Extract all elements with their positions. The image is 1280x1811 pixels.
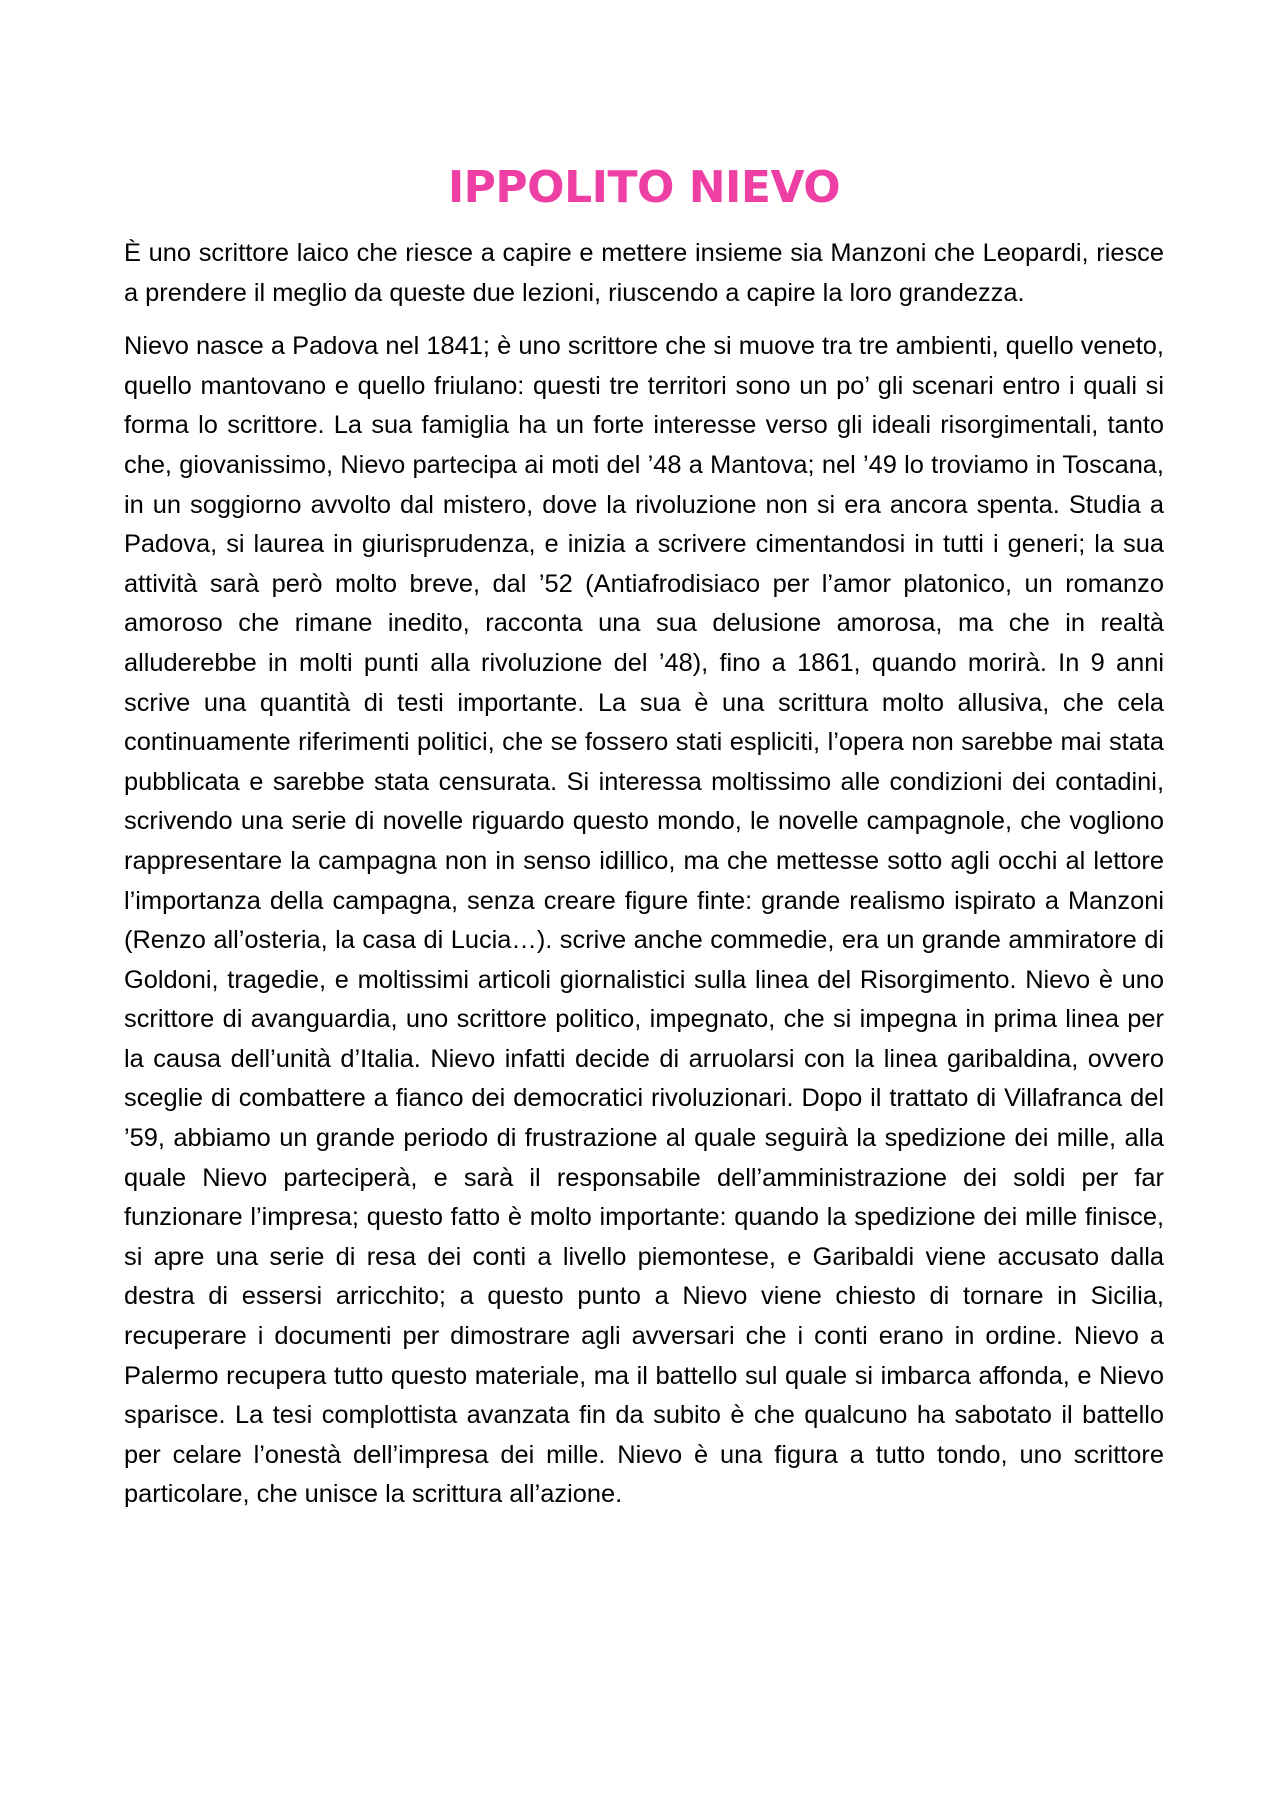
intro-paragraph: È uno scrittore laico che riesce a capire e mettere insieme sia Manzoni che Leopardi, riesce a prendere il meglio da queste due lezioni, riuscendo a capire la loro grandezza. xyxy=(124,239,1164,307)
body-paragraph: Nievo nasce a Padova nel 1841; è uno scrittore che si muove tra tre ambienti, quello veneto, quello mantovano e quello friulano: questi tre territori sono un po’ gli scenari entro i quali si forma lo scrittore. La sua famiglia ha un forte interesse verso gli ideali risorgimentali, tanto che, giovanissimo, Nievo partecipa ai moti del ’48 a Mantova; nel ’49 lo troviamo in Toscana, in un soggiorno avvolto dal mistero, dove la rivoluzione non si era ancora spenta. Studia a Padova, si laurea in giurisprudenza, e inizia a scrivere cimentandosi in tutti i generi; la sua attività sarà però molto breve, dal ’52 (Antiafrodisiaco per l’amor platonico, un romanzo amoroso che rimane inedito, racconta una sua delusione amorosa, ma che in realtà alluderebbe in molti punti alla rivoluzione del ’48), fino a 1861, quando morirà. In 9 anni scrive una quantità di testi importante. La sua è una scrittura molto allusiva, che cela continuamente riferimenti politici, che se fossero stati espliciti, l’opera non sarebbe mai stata pubblicata e sarebbe stata censurata. Si interessa moltissimo alle condizioni dei contadini, scrivendo una serie di novelle riguardo questo mondo, le novelle campagnole, che vogliono rappresentare la campagna non in senso idillico, ma che mettesse sotto agli occhi al lettore l’importanza della campagna, senza creare figure finte: grande realismo ispirato a Manzoni (Renzo all’osteria, la casa di Lucia…). scrive anche commedie, era un grande ammiratore di Goldoni, tragedie, e moltissimi articoli giornalistici sulla linea del Risorgimento. Nievo è uno scrittore di avanguardia, uno scrittore politico, impegnato, che si impegna in prima linea per la causa dell’unità d’Italia. Nievo infatti decide di arruolarsi con la linea garibaldina, ovvero sceglie di combattere a fianco dei democratici rivoluzionari. Dopo il trattato di Villafranca del ’59, abbiamo un grande periodo di frustrazione al quale seguirà la spedizione dei mille, alla quale Nievo parteciperà, e sarà il responsabile dell’amministrazione dei soldi per far funzionare l’impresa; questo fatto è molto importante: quando la spedizione dei mille finisce, si apre una serie di resa dei conti a livello piemontese, e Garibaldi viene accusato dalla destra di essersi arricchito; a questo punto a Nievo viene chiesto di tornare in Sicilia, recuperare i documenti per dimostrare agli avversari che i conti erano in ordine. Nievo a Palermo recupera tutto questo materiale, ma il battello sul quale si imbarca affonda, e Nievo sparisce. La tesi complottista avanzata fin da subito è che qualcuno ha sabotato il battello per celare l’onestà dell’impresa dei mille. Nievo è una figura a tutto tondo, uno scrittore particolare, che unisce la scrittura all’azione. xyxy=(124,332,1164,1509)
document-page xyxy=(124,160,1164,1529)
page-title: IPPOLITO NIEVO xyxy=(447,162,841,213)
